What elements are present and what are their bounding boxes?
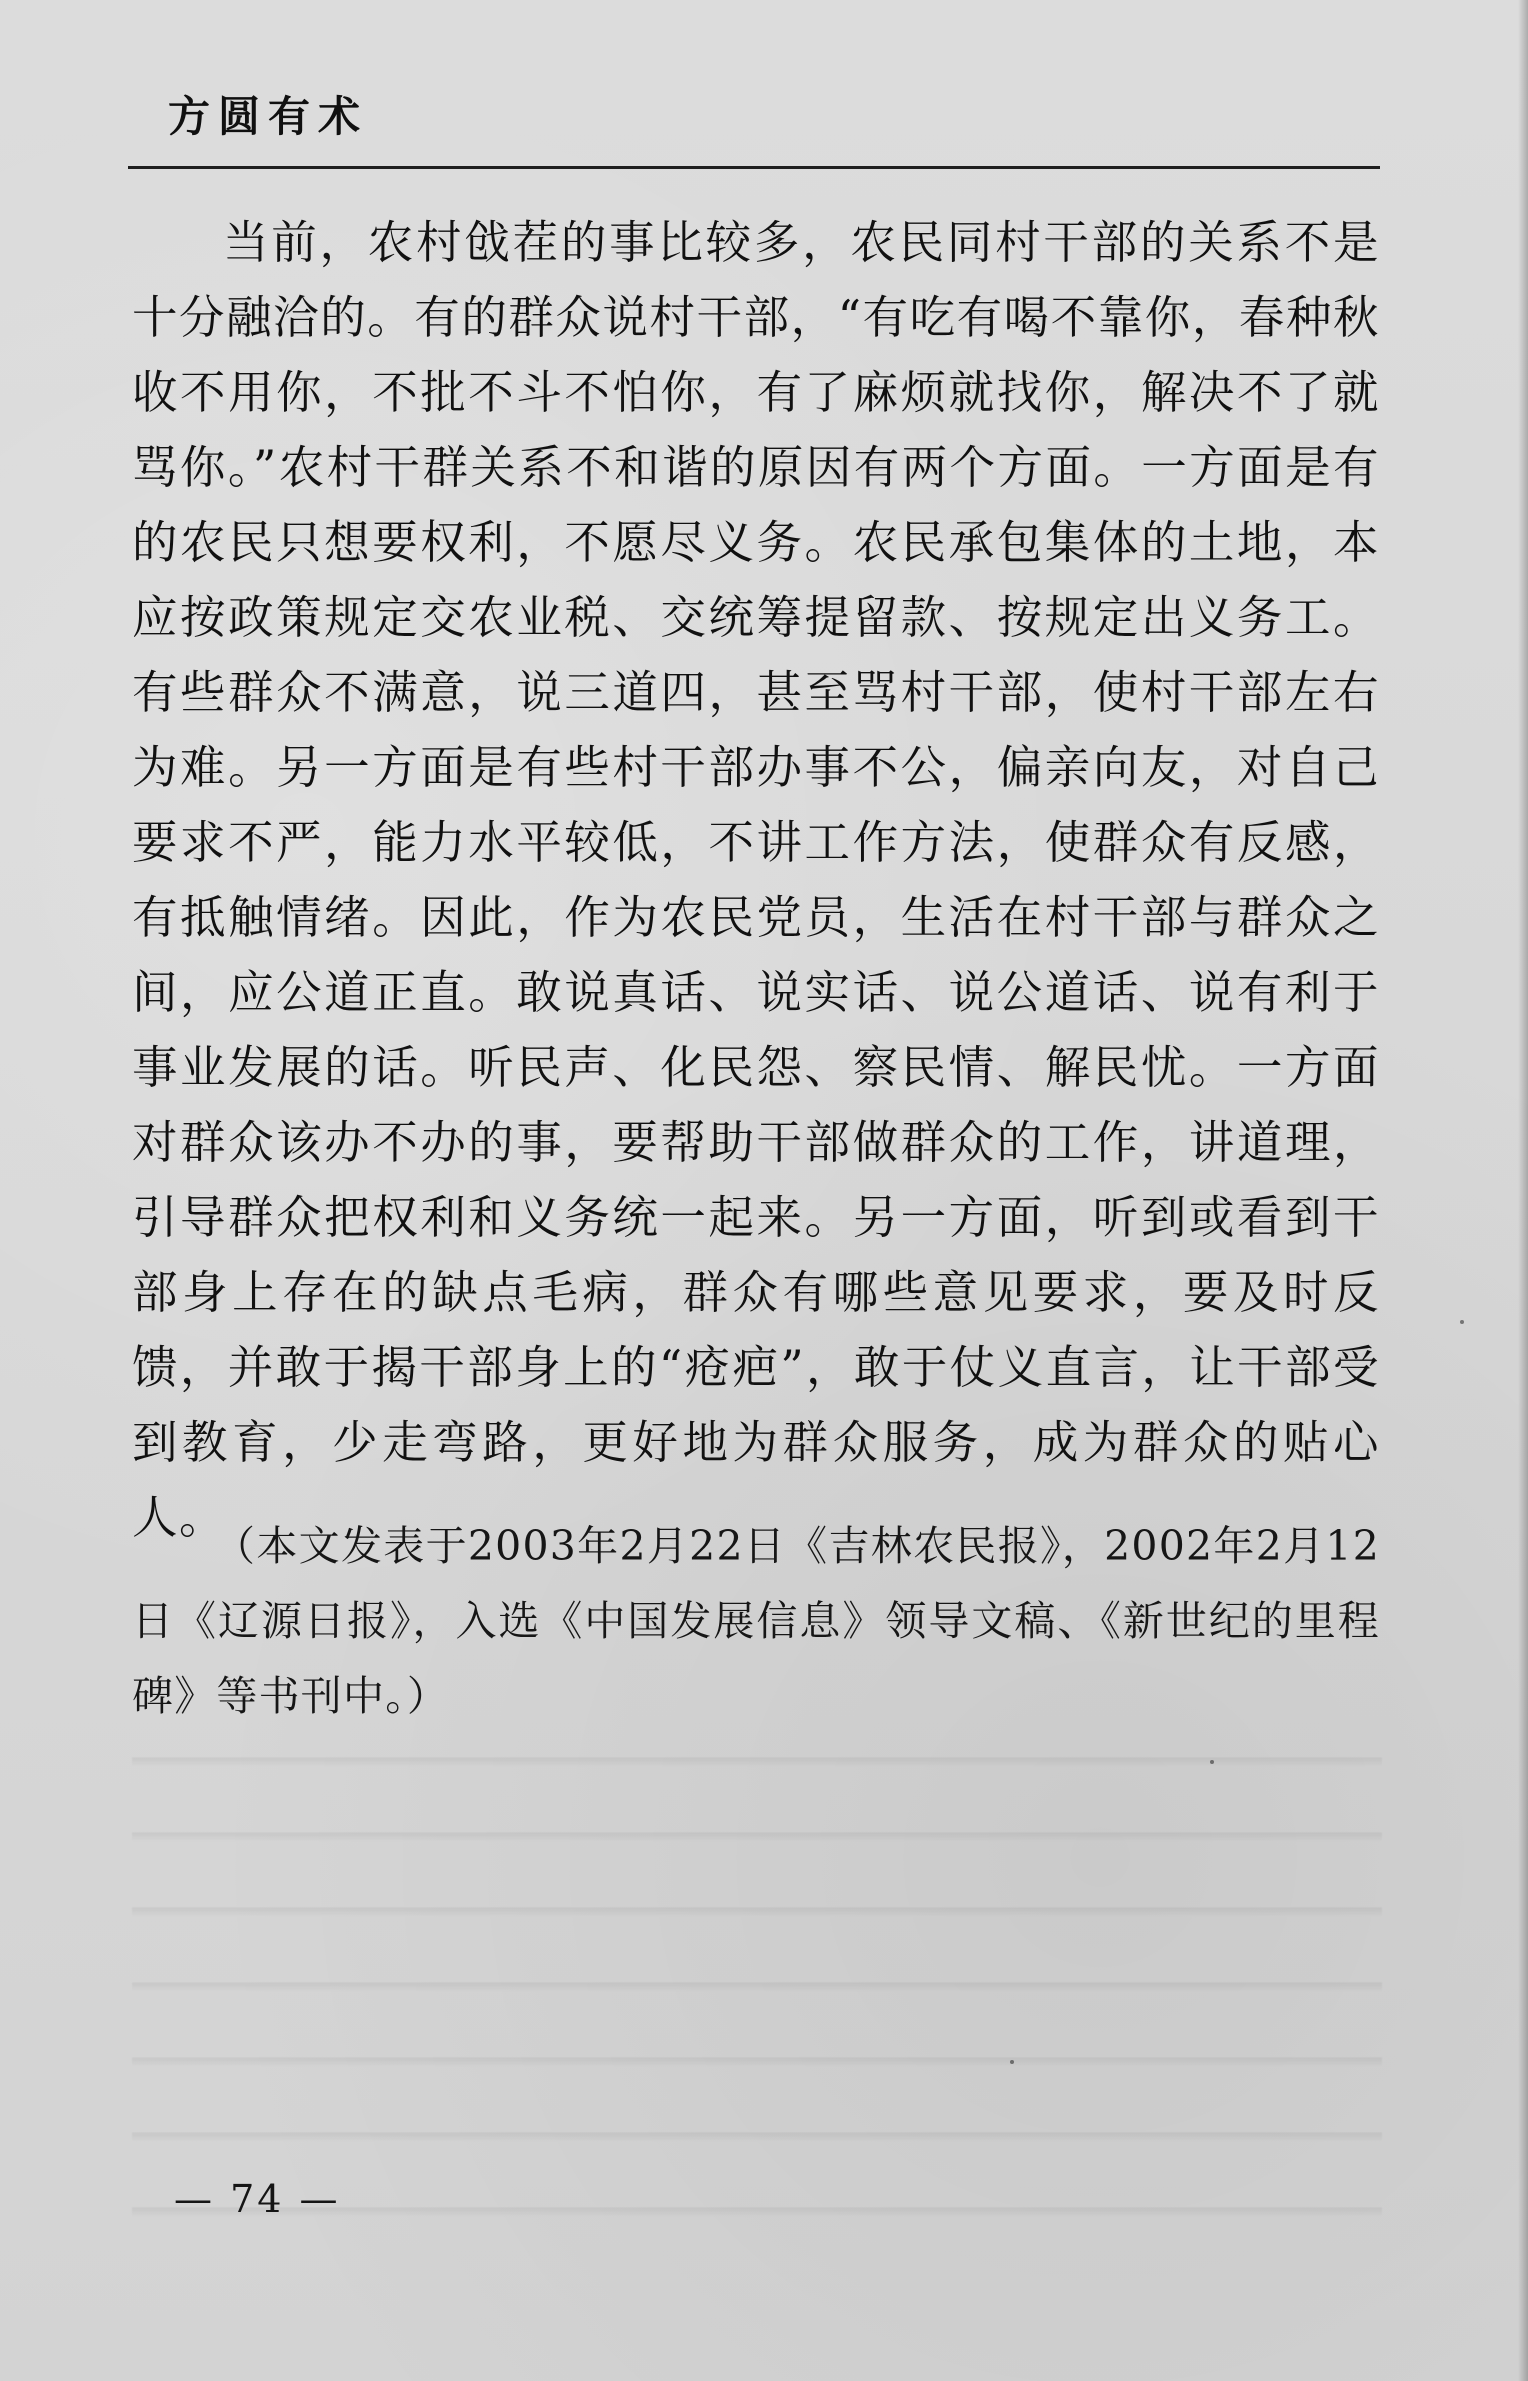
page-edge-shadow [1518,0,1528,2381]
publication-note [132,1509,1380,1734]
publication-note-text: （本文发表于2003年2月22日《吉林农民报》，2002年2月12日《辽源日报》，入选《中国发展信息》领导文稿、《新世纪的里程碑》等书刊中。） [132,1522,1380,1720]
header-rule [128,166,1380,169]
page-number: — 74 — [174,2177,341,2221]
running-header-title: 方圆有术 [168,92,369,141]
paper-speck [1460,1320,1464,1324]
paper-speck [1010,2060,1014,2064]
paper-speck [1210,1760,1214,1764]
main-paragraph: 当前，农村戗茬的事比较多，农民同村干部的关系不是十分融洽的。有的群众说村干部，“有吃有喝不靠你，春种秋收不用你，不批不斗不怕你，有了麻烦就找你，解决不了就骂你。”农村干群关系不和谐的原因有两个方面。一方面是有的农民只想要权利，不愿尽义务。农民承包集体的土地，本应按政策规定交农业税、交统筹提留款、按规定出义务工。有些群众不满意，说三道四，甚至骂村干部，使村干部左右为难。另一方面是有些村干部办事不公，偏亲向友，对自己要求不严，能力水平较低，不讲工作方法，使群众有反感，有抵触情绪。因此，作为农民党员，生活在村干部与群众之间，应公道正直。敢说真话、说实话、说公道话、说有利于事业发展的话。听民声、化民怨、察民情、解民忧。一方面对群众该办不办的事，要帮助干部做群众的工作，讲道理，引导群众把权利和义务统一起来。另一方面，听到或看到干部身上存在的缺点毛病，群众有哪些意见要求，要及时反馈，并敢于揭干部身上的“疮疤”，敢于仗义直言，让干部受到教育，少走弯路，更好地为群众服务，成为群众的贴心人。 [132,216,1380,1544]
reverse-side-print [132,1715,1382,2235]
main-text [132,205,1380,1555]
